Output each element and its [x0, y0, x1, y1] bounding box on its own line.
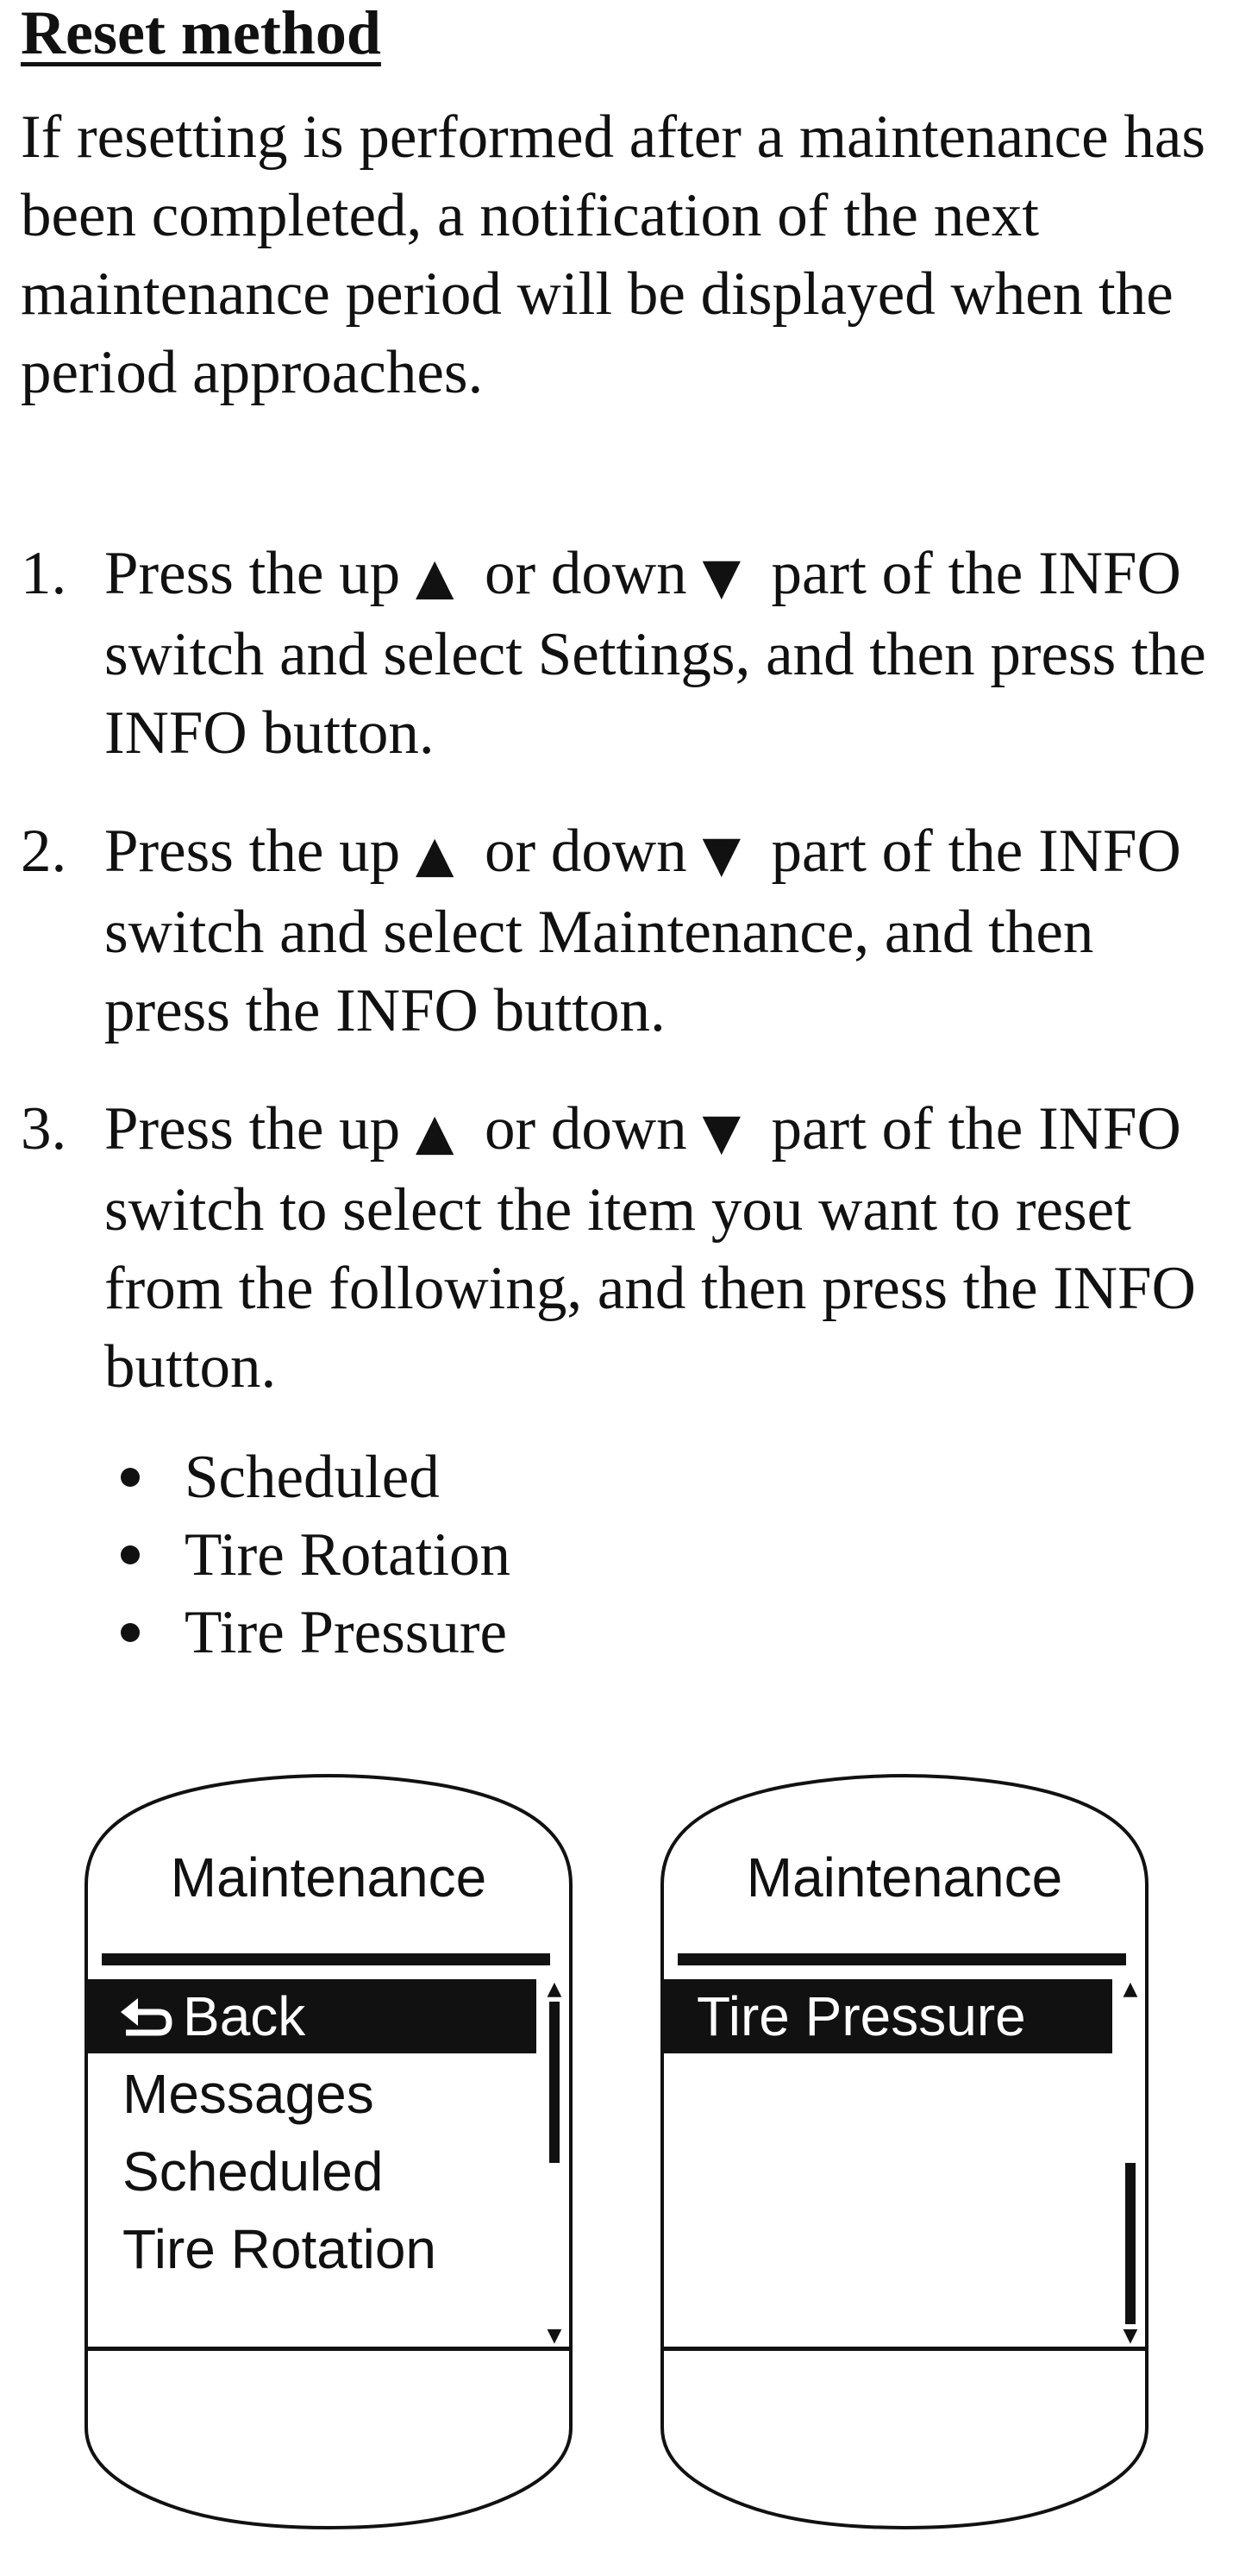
- step-number: 2.: [21, 818, 67, 885]
- menu-item-scheduled[interactable]: [86, 2134, 536, 2209]
- screen-title: Maintenance: [170, 1846, 487, 1908]
- title-divider: [678, 1953, 1126, 1965]
- back-arrow-icon: [121, 1995, 172, 2040]
- list-item-label: Tire Rotation: [185, 1521, 511, 1589]
- step-lead: Press the up: [104, 1095, 401, 1163]
- step-mid: or down: [485, 540, 687, 607]
- step-tail: part of the: [771, 818, 1023, 885]
- bullet-icon: [121, 1623, 140, 1642]
- screen-title: Maintenance: [746, 1846, 1063, 1908]
- list-item-label: Tire Pressure: [185, 1599, 508, 1666]
- menu-item-label: Back: [183, 1985, 306, 2047]
- step-mid: or down: [485, 818, 687, 885]
- intro-paragraph: If resetting is performed after a maintenance has been completed, a notification of the next maintenance period will be displayed when the period approaches.: [21, 103, 1205, 406]
- menu-item-tire-pressure[interactable]: [662, 1979, 1112, 2053]
- step-lead: Press the up: [104, 540, 401, 607]
- step-text: [104, 812, 1233, 1050]
- up-triangle-icon: ▲: [415, 824, 454, 883]
- scroll-track: [1125, 2002, 1136, 2324]
- step-rest: INFO switch and select Settings, and then press the INFO button.: [104, 540, 1206, 767]
- scroll-up-icon[interactable]: ▲: [547, 1978, 562, 2000]
- up-triangle-icon: ▲: [415, 547, 454, 605]
- step-rest: INFO switch to select the item you want to reset from the following, and then press the INFO button.: [104, 1095, 1196, 1401]
- title-divider: [102, 1953, 550, 1965]
- bullet-icon: [121, 1545, 140, 1564]
- step-number: 3.: [21, 1095, 67, 1163]
- scrollbar[interactable]: [541, 1979, 567, 2347]
- display-screen-main-menu: [83, 1772, 574, 2531]
- down-triangle-icon: ▼: [702, 1102, 742, 1161]
- menu-item-label: Tire Rotation: [122, 2218, 436, 2280]
- step-number: 1.: [21, 540, 67, 607]
- step-lead: Press the up: [104, 818, 401, 885]
- step-tail: part of the: [771, 1095, 1023, 1163]
- step-text: [104, 535, 1233, 773]
- down-triangle-icon: ▼: [702, 547, 742, 605]
- menu-item-label: Scheduled: [122, 2140, 384, 2203]
- down-triangle-icon: ▼: [702, 824, 742, 883]
- menu-item-label: Messages: [122, 2063, 374, 2125]
- step-tail: part of the: [771, 540, 1023, 607]
- menu-item-back[interactable]: [86, 1979, 536, 2053]
- scroll-up-icon[interactable]: ▲: [1123, 1978, 1138, 2000]
- scrollbar[interactable]: [1117, 1979, 1143, 2347]
- menu-item-label: Tire Pressure: [697, 1985, 1026, 2047]
- scroll-down-icon[interactable]: ▼: [547, 2325, 562, 2347]
- lower-divider: [662, 2347, 1147, 2351]
- menu-item-tire-rotation[interactable]: [86, 2212, 536, 2286]
- scroll-down-icon[interactable]: ▼: [1123, 2325, 1138, 2347]
- scroll-thumb[interactable]: [549, 2002, 560, 2163]
- scroll-thumb[interactable]: [1125, 2163, 1136, 2324]
- list-item-label: Scheduled: [185, 1444, 440, 1511]
- lower-divider: [86, 2347, 571, 2351]
- scroll-track: [549, 2002, 560, 2324]
- display-screen-tire-pressure: [659, 1772, 1150, 2531]
- menu-item-messages[interactable]: [86, 2057, 536, 2131]
- section-heading: Reset method: [21, 0, 381, 67]
- bullet-icon: [121, 1468, 140, 1487]
- step-mid: or down: [485, 1095, 687, 1163]
- step-rest: INFO switch and select Maintenance, and then press the INFO button.: [104, 818, 1181, 1044]
- up-triangle-icon: ▲: [415, 1102, 454, 1161]
- step-text: [104, 1090, 1233, 1407]
